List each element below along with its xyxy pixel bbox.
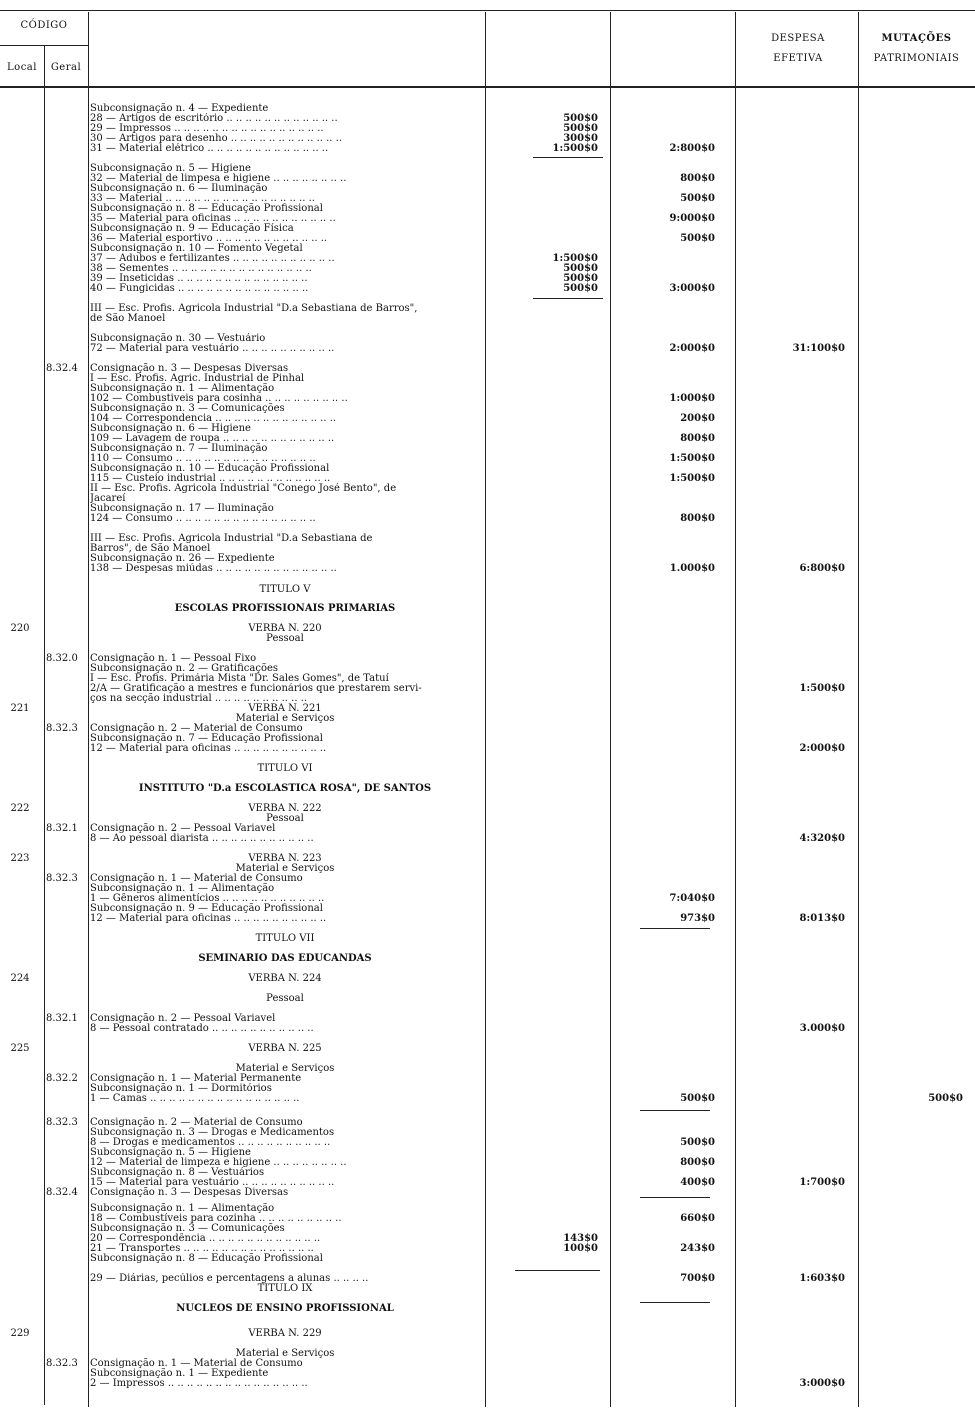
row-description: 39 — Inseticidas .. .. .. .. .. .. .. .. .. .. .. .. .. .. — [90, 273, 308, 284]
row-description: Subconsignação n. 1 — Dormitórios — [90, 1083, 272, 1094]
section-heading: TÍTULO IX — [257, 1283, 313, 1294]
row-value-partial: 1:500$0 — [552, 143, 598, 154]
row-description: Subconsignação n. 6 — Iluminação — [90, 183, 268, 194]
ledger-row — [0, 1023, 975, 1034]
section-heading: TÍTULO VII — [255, 933, 315, 944]
header-geral: Geral — [50, 62, 82, 73]
row-value-despesa-efetiva: 3:000$0 — [799, 1378, 845, 1389]
row-local-code: 225 — [10, 1043, 30, 1054]
row-description: Subconsignação n. 1 — Alimentação — [90, 1203, 275, 1214]
ledger-row — [0, 833, 975, 844]
row-description: 30 — Artigos para desenho .. .. .. .. .. .. .. .. .. .. .. .. — [90, 133, 343, 144]
section-heading: TÍTULO VI — [257, 763, 313, 774]
ledger-row — [0, 1187, 975, 1198]
section-heading: Pessoal — [266, 813, 304, 824]
row-value-subtotal: 200$0 — [680, 413, 715, 424]
subtotal-rule — [640, 1302, 710, 1303]
row-value-partial: 1:500$0 — [552, 253, 598, 264]
section-heading: TÍTULO V — [259, 584, 311, 595]
section-heading: VERBA N. 229 — [248, 1328, 322, 1339]
ledger-row — [0, 1328, 975, 1339]
row-description: I — Esc. Profis. Agric. Industrial de Pinhal — [90, 373, 305, 384]
row-description: Subconsignação n. 8 — Vestuários — [90, 1167, 265, 1178]
ledger-row — [0, 1303, 975, 1314]
row-description: Consignação n. 3 — Despesas Diversas — [90, 1187, 289, 1198]
row-description: 40 — Fungicidas .. .. .. .. .. .. .. .. .. .. .. .. .. .. — [90, 283, 309, 294]
row-description: 104 — Correspondencia .. .. .. .. .. .. .. .. .. .. .. .. .. — [90, 413, 337, 424]
row-description: ços na secção industrial .. .. .. .. .. .. .. .. .. .. — [90, 693, 308, 704]
row-value-subtotal: 500$0 — [680, 1093, 715, 1104]
row-description: I — Esc. Profis. Primária Mista "Dr. Sales Gomes", de Tatuí — [90, 673, 389, 684]
row-value-partial: 143$0 — [563, 1233, 598, 1244]
row-geral-code: 8.32.1 — [46, 1013, 78, 1024]
section-heading: Material e Serviços — [235, 1063, 335, 1074]
subtotal-rule — [533, 298, 603, 299]
section-heading: VERBA N. 223 — [248, 853, 322, 864]
row-value-subtotal: 400$0 — [680, 1177, 715, 1188]
row-description: 15 — Material para vestuário .. .. .. .. .. .. .. .. .. .. — [90, 1177, 335, 1188]
row-value-subtotal: 243$0 — [680, 1243, 715, 1254]
row-value-subtotal: 7:040$0 — [669, 893, 715, 904]
row-geral-code: 8.32.3 — [46, 1358, 78, 1369]
row-geral-code: 8.32.2 — [46, 1073, 78, 1084]
row-description: 124 — Consumo .. .. .. .. .. .. .. .. .. .. .. .. .. .. .. — [90, 513, 316, 524]
ledger-row — [0, 1253, 975, 1264]
row-description: Subconsignação n. 9 — Educação Física — [90, 223, 294, 234]
row-value-partial: 500$0 — [563, 123, 598, 134]
row-value-subtotal: 500$0 — [680, 1137, 715, 1148]
row-description: Subconsignação n. 7 — Iluminação — [90, 443, 268, 454]
row-value-subtotal: 700$0 — [680, 1273, 715, 1284]
header-despesa-2: EFETIVA — [773, 53, 823, 64]
row-description: Subconsignação n. 8 — Educação Profissional — [90, 203, 323, 214]
row-local-code: 223 — [10, 853, 30, 864]
row-description: Subconsignação n. 6 — Higiene — [90, 423, 251, 434]
row-value-partial: 500$0 — [563, 273, 598, 284]
ledger-row — [0, 953, 975, 964]
row-geral-code: 8.32.4 — [46, 363, 78, 374]
row-value-subtotal: 800$0 — [680, 173, 715, 184]
section-heading: Pessoal — [266, 993, 304, 1004]
row-description: Subconsignação n. 3 — Drogas e Medicamentos — [90, 1127, 335, 1138]
row-description: Subconsignação n. 10 — Educação Profissional — [90, 463, 330, 474]
row-description: 21 — Transportes .. .. .. .. .. .. .. .. .. .. .. .. .. .. — [90, 1243, 314, 1254]
row-value-despesa-efetiva: 6:800$0 — [799, 563, 845, 574]
ledger-row — [0, 1283, 975, 1294]
row-description: 28 — Artigos de escritório .. .. .. .. .. .. .. .. .. .. .. .. — [90, 113, 338, 124]
row-value-subtotal: 2:000$0 — [669, 343, 715, 354]
row-value-subtotal: 800$0 — [680, 1157, 715, 1168]
row-value-despesa-efetiva: 31:100$0 — [792, 343, 845, 354]
row-description: Consignação n. 1 — Material Permanente — [90, 1073, 302, 1084]
row-description: Subconsignação n. 4 — Expediente — [90, 103, 269, 114]
ledger-row — [0, 283, 975, 294]
row-description: 12 — Material para oficinas .. .. .. .. .. .. .. .. .. .. — [90, 743, 327, 754]
row-description: Barros", de São Manoel — [90, 543, 211, 554]
header-despesa-1: DESPESA — [771, 33, 825, 44]
row-value-despesa-efetiva: 4:320$0 — [799, 833, 845, 844]
ledger-row — [0, 313, 975, 324]
row-description: 37 — Adubos e fertilizantes .. .. .. .. .. .. .. .. .. .. .. — [90, 253, 335, 264]
row-description: Consignação n. 3 — Despesas Diversas — [90, 363, 289, 374]
ledger-row — [0, 143, 975, 154]
row-value-subtotal: 1:500$0 — [669, 453, 715, 464]
row-geral-code: 8.32.3 — [46, 723, 78, 734]
row-description: Consignação n. 2 — Material de Consumo — [90, 1117, 303, 1128]
row-value-subtotal: 800$0 — [680, 513, 715, 524]
ledger-row — [0, 343, 975, 354]
row-description: Subconsignação n. 30 — Vestuário — [90, 333, 266, 344]
ledger-row — [0, 1043, 975, 1054]
subtotal-rule — [640, 928, 710, 929]
row-description: 12 — Material para oficinas .. .. .. .. .. .. .. .. .. .. — [90, 913, 327, 924]
row-description: 8 — Ao pessoal diarista .. .. .. .. .. .. .. .. .. .. .. — [90, 833, 314, 844]
row-description: Consignação n. 1 — Material de Consumo — [90, 873, 303, 884]
row-value-partial: 300$0 — [563, 133, 598, 144]
row-description: Subconsignação n. 9 — Educação Profissional — [90, 903, 323, 914]
row-value-subtotal: 500$0 — [680, 233, 715, 244]
row-value-subtotal: 1:500$0 — [669, 473, 715, 484]
row-description: Subconsignação n. 1 — Expediente — [90, 1368, 269, 1379]
row-value-mutacoes: 500$0 — [928, 1093, 963, 1104]
ledger-row — [0, 763, 975, 774]
row-value-despesa-efetiva: 3.000$0 — [799, 1023, 845, 1034]
row-description: Consignação n. 2 — Pessoal Variavel — [90, 823, 276, 834]
row-description: 2 — Impressos .. .. .. .. .. .. .. .. .. .. .. .. .. .. .. — [90, 1378, 308, 1389]
ledger-row — [0, 1093, 975, 1104]
row-description: 29 — Diárias, pecúlios e percentagens a alunas .. .. .. .. — [90, 1273, 369, 1284]
ledger-row — [0, 603, 975, 614]
row-description: 32 — Material de limpesa e higiene .. .. .. .. .. .. .. .. — [90, 173, 347, 184]
row-description: 1 — Gêneros alimentícios .. .. .. .. .. .. .. .. .. .. .. — [90, 893, 325, 904]
row-description: 2/A — Gratificação a mestres e funcionários que prestarem servi- — [90, 683, 422, 694]
row-description: 18 — Combustíveis para cozinha .. .. .. .. .. .. .. .. .. — [90, 1213, 342, 1224]
row-local-code: 221 — [10, 703, 30, 714]
row-value-subtotal: 1.000$0 — [669, 563, 715, 574]
row-description: III — Esc. Profis. Agricola Industrial "D.a Sebastiana de — [90, 533, 373, 544]
row-description: 138 — Despesas miúdas .. .. .. .. .. .. .. .. .. .. .. .. .. — [90, 563, 337, 574]
row-description: 72 — Material para vestuário .. .. .. .. .. .. .. .. .. .. — [90, 343, 335, 354]
ledger-row — [0, 993, 975, 1004]
row-geral-code: 8.32.1 — [46, 823, 78, 834]
row-value-subtotal: 800$0 — [680, 433, 715, 444]
subtotal-rule — [640, 1197, 710, 1198]
section-heading: NÚCLEOS DE ENSINO PROFISSIONAL — [176, 1303, 394, 1314]
row-description: Subconsignação n. 17 — Iluminação — [90, 503, 274, 514]
ledger-row — [0, 584, 975, 595]
row-value-subtotal: 1:000$0 — [669, 393, 715, 404]
row-local-code: 229 — [10, 1328, 30, 1339]
row-value-partial: 500$0 — [563, 283, 598, 294]
row-description: 29 — Impressos .. .. .. .. .. .. .. .. .. .. .. .. .. .. .. .. — [90, 123, 324, 134]
row-value-despesa-efetiva: 8:013$0 — [799, 913, 845, 924]
row-description: III — Esc. Profis. Agricola Industrial "D.a Sebastiana de Barros", — [90, 303, 418, 314]
row-value-despesa-efetiva: 2:000$0 — [799, 743, 845, 754]
section-heading: VERBA N. 220 — [248, 623, 322, 634]
row-value-despesa-efetiva: 1:500$0 — [799, 683, 845, 694]
row-description: Subconsignação n. 1 — Alimentação — [90, 883, 275, 894]
section-heading: VERBA N. 225 — [248, 1043, 322, 1054]
row-description: 33 — Material .. .. .. .. .. .. .. .. .. .. .. .. .. .. .. .. — [90, 193, 315, 204]
row-description: 8 — Drogas e medicamentos .. .. .. .. .. .. .. .. .. .. — [90, 1137, 331, 1148]
row-description: 110 — Consumo .. .. .. .. .. .. .. .. .. .. .. .. .. .. .. — [90, 453, 316, 464]
subtotal-rule — [515, 1270, 600, 1271]
row-description: Consignação n. 1 — Material de Consumo — [90, 1358, 303, 1369]
ledger-row — [0, 513, 975, 524]
row-value-partial: 500$0 — [563, 113, 598, 124]
row-description: 102 — Combustiveis para cosinha .. .. .. .. .. .. .. .. .. — [90, 393, 348, 404]
row-geral-code: 8.32.3 — [46, 873, 78, 884]
row-value-subtotal: 2:800$0 — [669, 143, 715, 154]
header-mutacoes-2: PATRIMONIAIS — [873, 53, 960, 64]
row-value-subtotal: 660$0 — [680, 1213, 715, 1224]
row-value-subtotal: 9:000$0 — [669, 213, 715, 224]
row-description: Subconsignação n. 5 — Higiene — [90, 163, 251, 174]
row-description: Subconsignação n. 10 — Fomento Vegetal — [90, 243, 303, 254]
section-heading: Material e Serviços — [235, 713, 335, 724]
row-description: Subconsignação n. 3 — Comunicações — [90, 403, 285, 414]
row-description: II — Esc. Profis. Agricola Industrial "Conego José Bento", de — [90, 483, 397, 494]
row-value-subtotal: 500$0 — [680, 193, 715, 204]
section-heading: VERBA N. 222 — [248, 803, 322, 814]
ledger-row — [0, 633, 975, 644]
row-local-code: 222 — [10, 803, 30, 814]
section-heading: Pessoal — [266, 633, 304, 644]
row-description: 36 — Material esportivo .. .. .. .. .. .. .. .. .. .. .. .. — [90, 233, 328, 244]
section-heading: VERBA N. 224 — [248, 973, 322, 984]
row-description: Subconsignação n. 5 — Higiene — [90, 1147, 251, 1158]
row-value-despesa-efetiva: 1:603$0 — [799, 1273, 845, 1284]
row-description: Consignação n. 2 — Pessoal Variavel — [90, 1013, 276, 1024]
header-bottom-rule — [0, 86, 975, 88]
row-description: Subconsignação n. 7 — Educação Profissional — [90, 733, 323, 744]
header-local: Local — [7, 62, 37, 73]
row-description: Consignação n. 2 — Material de Consumo — [90, 723, 303, 734]
row-description: 8 — Pessoal contratado .. .. .. .. .. .. .. .. .. .. .. — [90, 1023, 314, 1034]
header-top-rule — [0, 10, 975, 11]
row-description: 1 — Camas .. .. .. .. .. .. .. .. .. .. .. .. .. .. .. .. — [90, 1093, 300, 1104]
subtotal-rule — [533, 157, 603, 158]
row-local-code: 220 — [10, 623, 30, 634]
ledger-row — [0, 1378, 975, 1389]
row-value-subtotal: 973$0 — [680, 913, 715, 924]
row-description: 115 — Custeio industrial .. .. .. .. .. .. .. .. .. .. .. .. — [90, 473, 331, 484]
row-description: Subconsignação n. 8 — Educação Profissional — [90, 1253, 323, 1264]
row-value-partial: 500$0 — [563, 263, 598, 274]
row-description: 20 — Correspondência .. .. .. .. .. .. .. .. .. .. .. .. — [90, 1233, 321, 1244]
row-value-partial: 100$0 — [563, 1243, 598, 1254]
row-description: 38 — Sementes .. .. .. .. .. .. .. .. .. .. .. .. .. .. .. — [90, 263, 312, 274]
row-value-despesa-efetiva: 1:700$0 — [799, 1177, 845, 1188]
subtotal-rule — [640, 1110, 710, 1111]
section-heading: ESCOLAS PROFISSIONAIS PRIMARIAS — [174, 603, 396, 614]
row-description: 35 — Material para oficinas .. .. .. .. .. .. .. .. .. .. .. — [90, 213, 336, 224]
row-description: Consignação n. 1 — Pessoal Fixo — [90, 653, 257, 664]
ledger-row — [0, 563, 975, 574]
row-geral-code: 8.32.3 — [46, 1117, 78, 1128]
row-description: Jacareí — [90, 493, 126, 504]
row-geral-code: 8.32.0 — [46, 653, 78, 664]
row-description: 31 — Material elétrico .. .. .. .. .. .. .. .. .. .. .. .. .. — [90, 143, 329, 154]
row-description: de São Manoel — [90, 313, 166, 324]
row-value-subtotal: 3:000$0 — [669, 283, 715, 294]
ledger-row — [0, 933, 975, 944]
ledger-row — [0, 743, 975, 754]
row-description: Subconsignação n. 2 — Gratificações — [90, 663, 279, 674]
row-description: 109 — Lavagem de roupa .. .. .. .. .. .. .. .. .. .. .. .. — [90, 433, 335, 444]
row-geral-code: 8.32.4 — [46, 1187, 78, 1198]
row-description: Subconsignação n. 3 — Comunicações — [90, 1223, 285, 1234]
ledger-row — [0, 913, 975, 924]
row-description: Subconsignação n. 1 — Alimentação — [90, 383, 275, 394]
section-heading: INSTITUTO "D.a ESCOLÁSTICA ROSA", DE SANTOS — [138, 783, 432, 794]
section-heading: Material e Serviços — [235, 1348, 335, 1359]
header-codigo: CÓDIGO — [20, 20, 68, 31]
row-description: Subconsignação n. 26 — Expediente — [90, 553, 275, 564]
row-local-code: 224 — [10, 973, 30, 984]
ledger-row — [0, 973, 975, 984]
ledger-row — [0, 783, 975, 794]
section-heading: SEMINÁRIO DAS EDUCANDAS — [198, 953, 372, 964]
section-heading: Material e Serviços — [235, 863, 335, 874]
header-mutacoes-1: MUTAÇÕES — [881, 33, 952, 44]
row-description: 12 — Material de limpeza e higiene .. .. .. .. .. .. .. .. — [90, 1157, 347, 1168]
section-heading: VERBA N. 221 — [248, 703, 322, 714]
